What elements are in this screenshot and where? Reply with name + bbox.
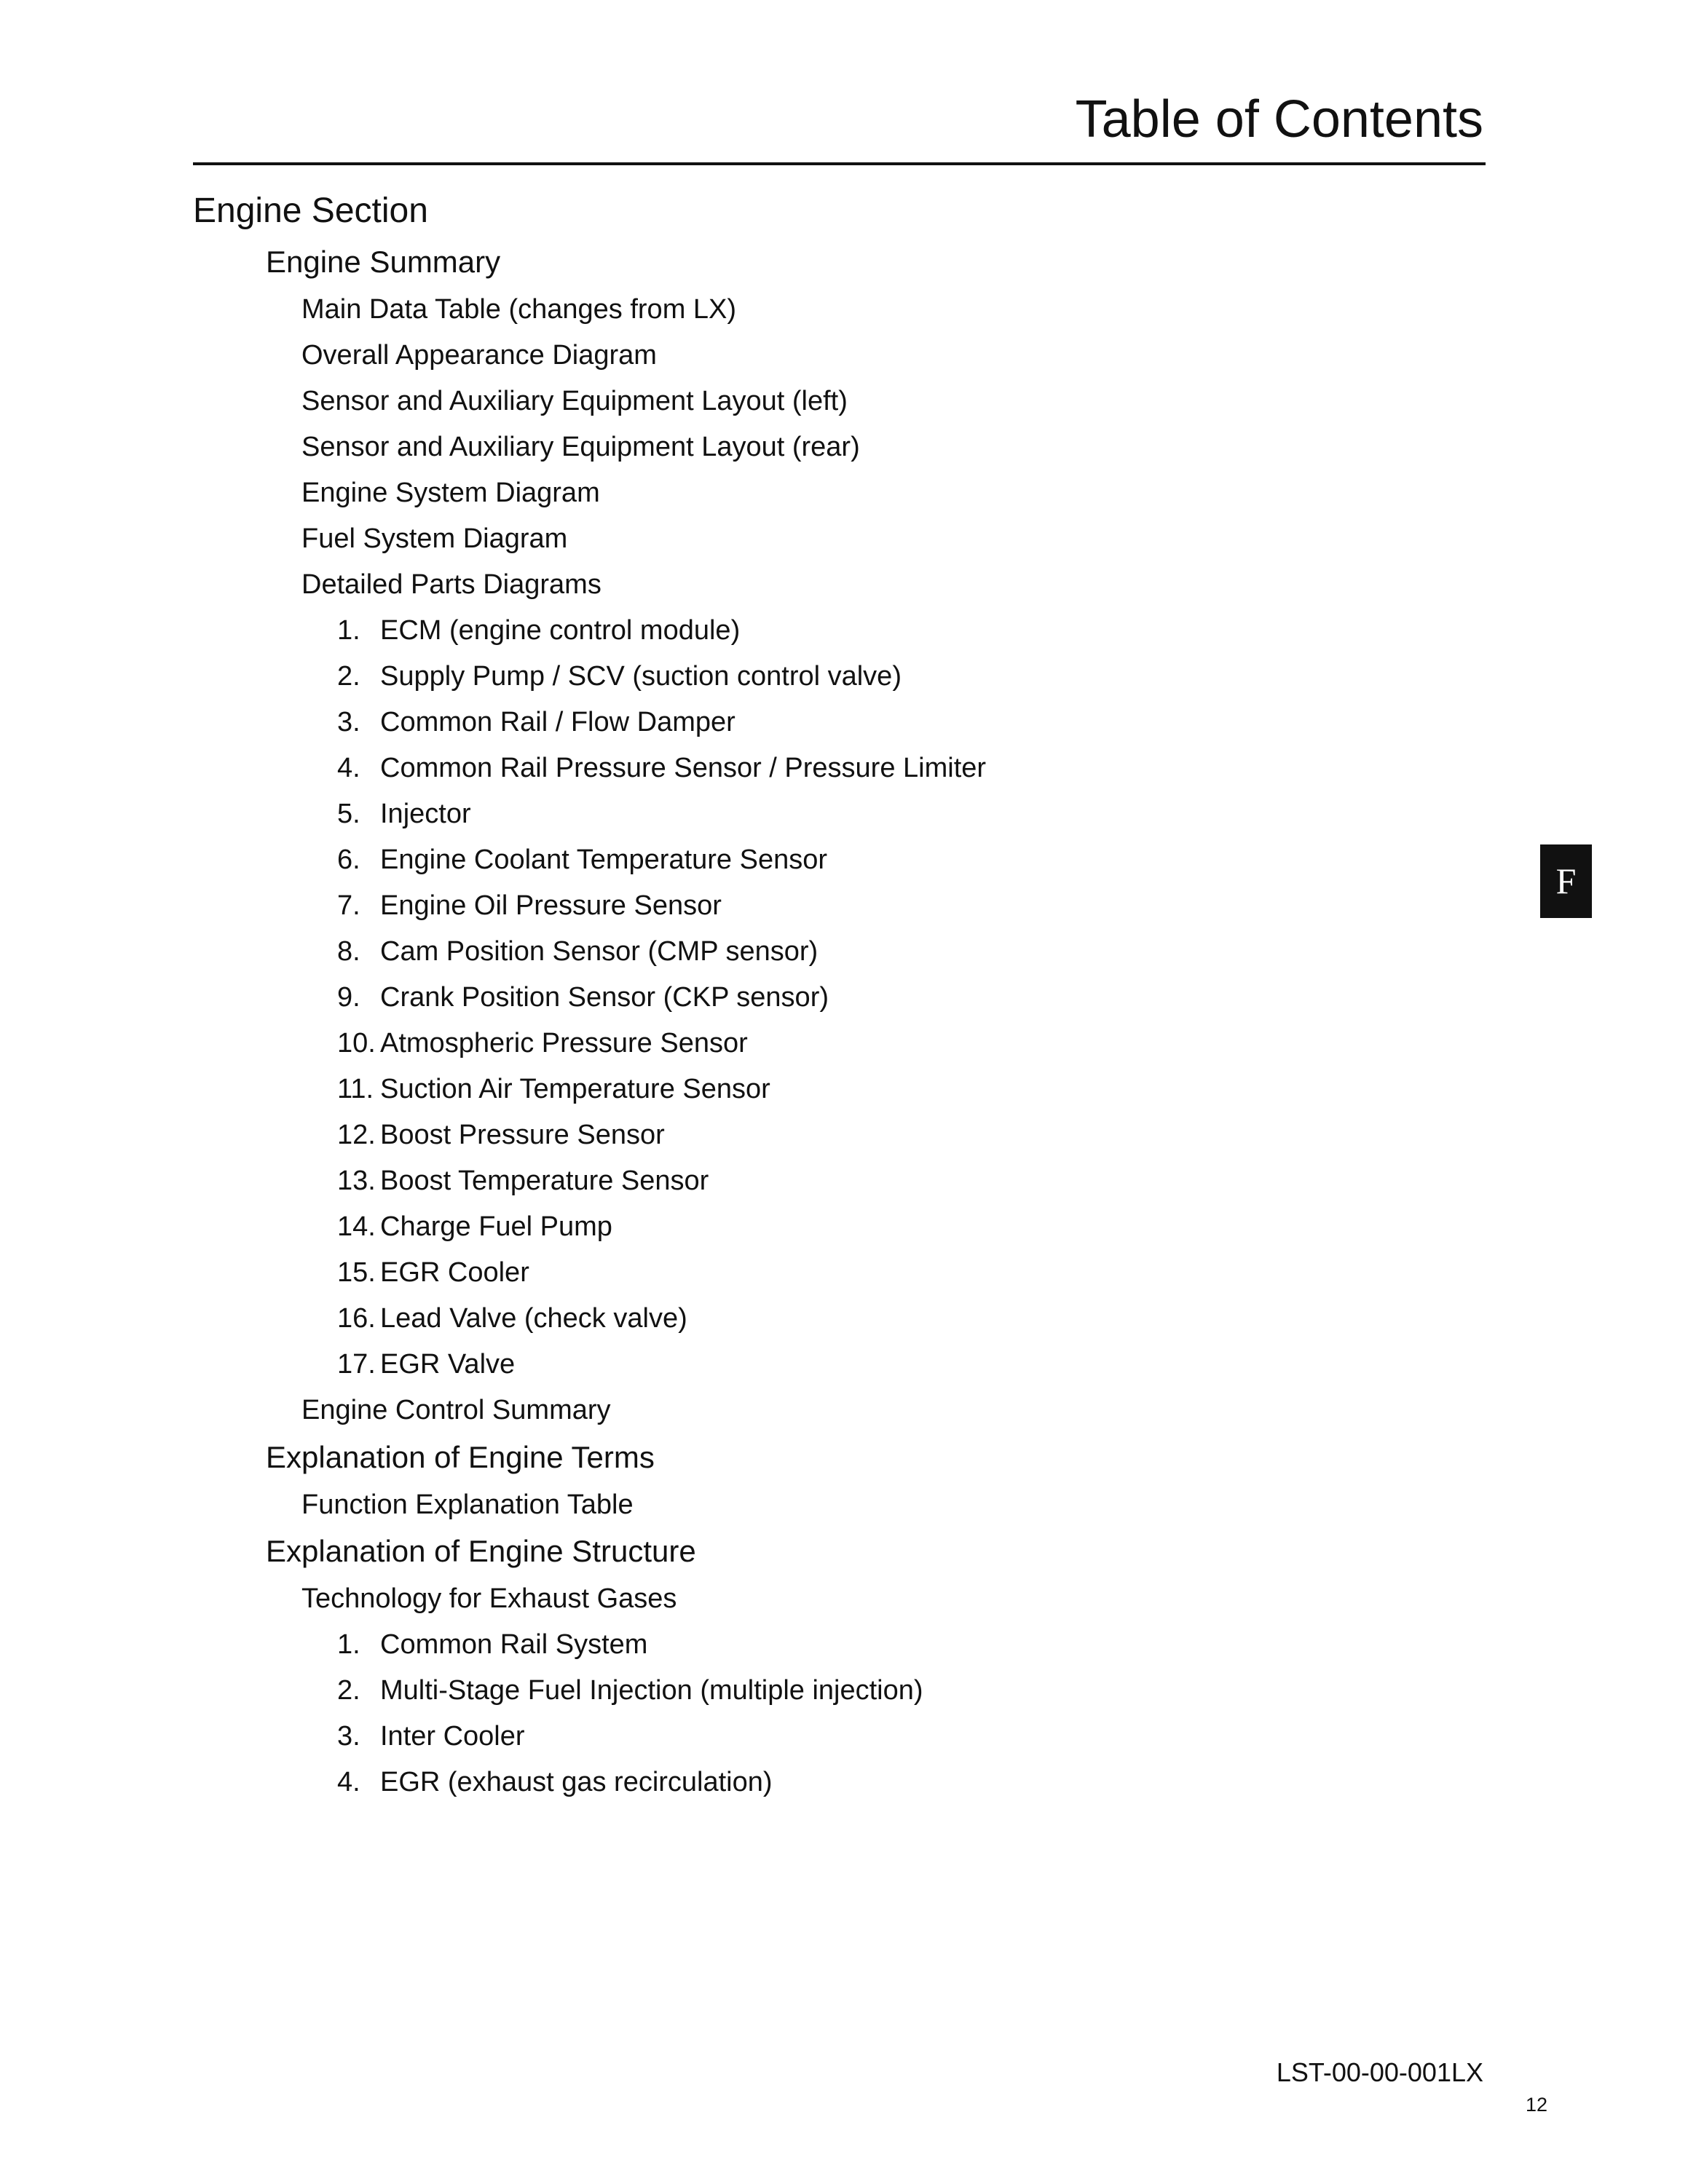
toc-item[interactable]: Detailed Parts Diagrams — [301, 569, 602, 600]
toc-subitem-label: EGR Valve — [380, 1349, 516, 1380]
toc-subitem-number: 1. — [337, 1629, 360, 1660]
toc-subitem-label: Multi-Stage Fuel Injection (multiple injection) — [380, 1675, 923, 1706]
toc-subitem-number: 8. — [337, 936, 360, 967]
toc-subitem-number: 11. — [337, 1074, 374, 1104]
page-number: 12 — [1525, 2094, 1547, 2116]
toc-item[interactable]: Engine System Diagram — [301, 478, 600, 508]
toc-subitem[interactable] — [337, 1166, 709, 1197]
toc-subitem[interactable] — [337, 753, 986, 784]
toc-subitem-label: Common Rail System — [380, 1629, 648, 1660]
toc-subitem[interactable] — [337, 1675, 923, 1706]
toc-subitem-label: Common Rail Pressure Sensor / Pressure Limiter — [380, 753, 987, 783]
toc-subitem-number: 17. — [337, 1349, 376, 1380]
toc-subitem-number: 4. — [337, 1767, 360, 1797]
toc-subitem-number: 2. — [337, 661, 360, 692]
toc-subitem-label: Inter Cooler — [380, 1721, 525, 1752]
toc-subitem[interactable] — [337, 1120, 665, 1151]
toc-subitem-number: 15. — [337, 1257, 376, 1288]
toc-subitem-number: 6. — [337, 844, 360, 875]
toc-subitem[interactable] — [337, 844, 827, 876]
toc-subitem-label: Supply Pump / SCV (suction control valve) — [380, 661, 902, 692]
toc-item[interactable]: Fuel System Diagram — [301, 523, 568, 554]
toc-subitem-number: 2. — [337, 1675, 360, 1706]
toc-heading-engine-structure[interactable]: Explanation of Engine Structure — [266, 1534, 696, 1568]
toc-subitem[interactable] — [337, 799, 471, 830]
toc-subitem[interactable] — [337, 1028, 748, 1059]
toc-heading-engine-terms[interactable]: Explanation of Engine Terms — [266, 1440, 655, 1474]
toc-subitem-label: Injector — [380, 799, 471, 829]
header-divider — [193, 162, 1486, 165]
toc-subitem[interactable] — [337, 661, 902, 692]
toc-subitem-label: EGR (exhaust gas recirculation) — [380, 1767, 773, 1797]
toc-subitem-label: EGR Cooler — [380, 1257, 529, 1288]
toc-item[interactable]: Engine Control Summary — [301, 1395, 611, 1425]
toc-subitem[interactable] — [337, 1721, 525, 1752]
toc-item[interactable]: Main Data Table (changes from LX) — [301, 294, 737, 325]
toc-subitem-label: ECM (engine control module) — [380, 615, 741, 646]
toc-subitem[interactable] — [337, 1629, 647, 1661]
toc-subitem[interactable] — [337, 936, 818, 968]
toc-subitem-number: 9. — [337, 982, 360, 1013]
page-title: Table of Contents — [1075, 90, 1483, 149]
toc-subitem-label: Atmospheric Pressure Sensor — [380, 1028, 748, 1059]
toc-subitem[interactable] — [337, 1211, 612, 1243]
toc-subitem-number: 10. — [337, 1028, 376, 1059]
toc-subitem-number: 14. — [337, 1211, 376, 1242]
toc-subitem[interactable] — [337, 615, 740, 646]
toc-item[interactable]: Overall Appearance Diagram — [301, 340, 657, 371]
toc-section-engine[interactable]: Engine Section — [193, 191, 428, 230]
toc-item[interactable]: Sensor and Auxiliary Equipment Layout (left) — [301, 386, 848, 416]
toc-subitem-label: Charge Fuel Pump — [380, 1211, 612, 1242]
toc-item[interactable]: Technology for Exhaust Gases — [301, 1583, 677, 1614]
toc-subitem[interactable] — [337, 1257, 529, 1289]
toc-subitem[interactable] — [337, 707, 735, 738]
toc-subitem-number: 16. — [337, 1303, 376, 1334]
toc-subitem-number: 3. — [337, 707, 360, 737]
toc-item[interactable]: Sensor and Auxiliary Equipment Layout (rear) — [301, 432, 860, 462]
toc-subitem-label: Cam Position Sensor (CMP sensor) — [380, 936, 819, 967]
toc-item[interactable]: Function Explanation Table — [301, 1489, 634, 1520]
toc-subitem-number: 7. — [337, 890, 360, 921]
toc-subitem-number: 1. — [337, 615, 360, 646]
toc-subitem[interactable] — [337, 890, 722, 922]
toc-subitem[interactable] — [337, 1767, 773, 1798]
toc-subitem[interactable] — [337, 1074, 770, 1105]
toc-subitem-number: 5. — [337, 799, 360, 829]
toc-subitem-label: Engine Oil Pressure Sensor — [380, 890, 722, 921]
toc-subitem-label: Crank Position Sensor (CKP sensor) — [380, 982, 829, 1013]
toc-subitem-label: Lead Valve (check valve) — [380, 1303, 687, 1334]
toc-subitem-number: 12. — [337, 1120, 376, 1150]
toc-subitem-label: Boost Pressure Sensor — [380, 1120, 665, 1150]
toc-subitem-number: 4. — [337, 753, 360, 783]
section-tab-marker: F — [1540, 844, 1592, 918]
toc-heading-engine-summary[interactable]: Engine Summary — [266, 245, 501, 279]
toc-subitem[interactable] — [337, 1349, 515, 1380]
toc-subitem-label: Suction Air Temperature Sensor — [380, 1074, 770, 1104]
toc-subitem[interactable] — [337, 1303, 687, 1334]
toc-subitem[interactable] — [337, 982, 829, 1013]
toc-subitem-label: Engine Coolant Temperature Sensor — [380, 844, 828, 875]
toc-subitem-label: Boost Temperature Sensor — [380, 1166, 709, 1196]
toc-subitem-label: Common Rail / Flow Damper — [380, 707, 735, 737]
toc-subitem-number: 3. — [337, 1721, 360, 1752]
document-code: LST-00-00-001LX — [1276, 2057, 1483, 2087]
toc-subitem-number: 13. — [337, 1166, 376, 1196]
